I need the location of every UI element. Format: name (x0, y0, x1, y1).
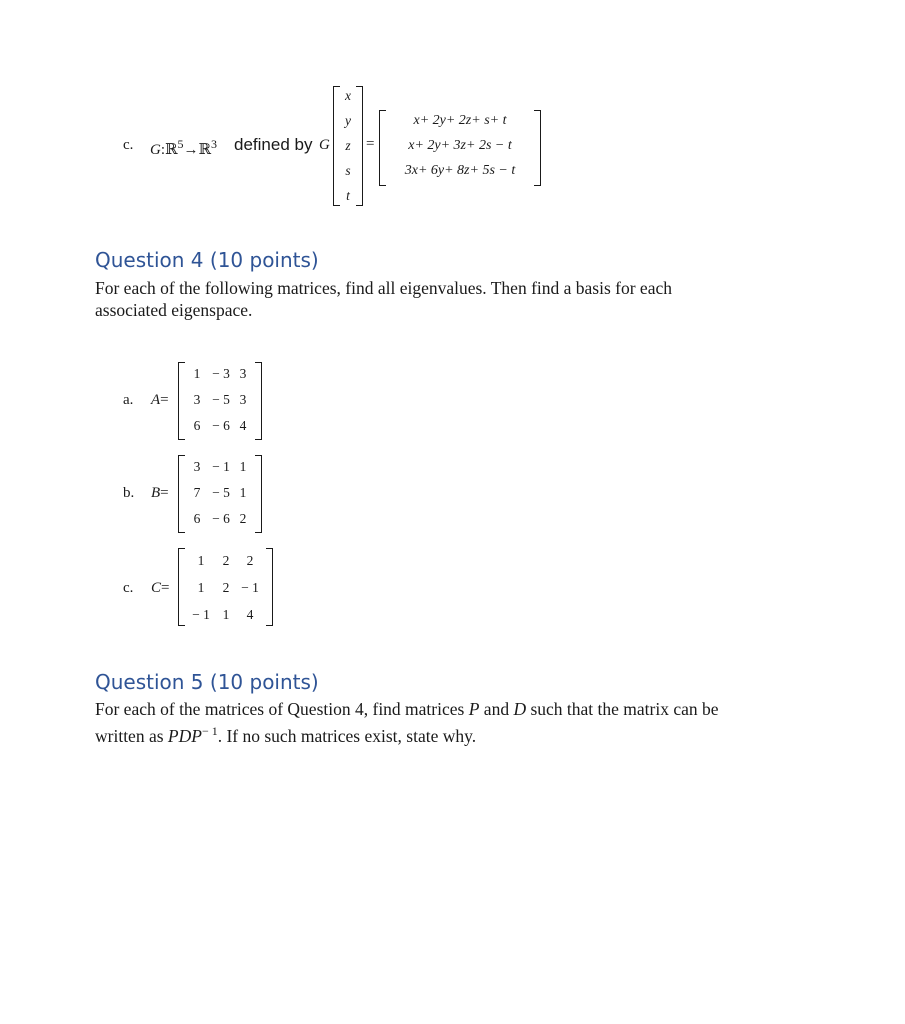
map-equals: = (366, 136, 375, 152)
matrix-a-cell: 3 (239, 392, 247, 407)
matrix-b-right-bracket (255, 455, 262, 533)
matrix-b-cell: 7 (193, 485, 201, 500)
input-z: z (345, 138, 351, 153)
output-row-1: x+ 2y+ 2z+ s+ t (413, 113, 507, 128)
q4-line-2: associated eigenspace. (95, 300, 253, 320)
matrix-c-cell: 1 (197, 553, 205, 568)
matrix-b-cell: 2 (239, 511, 247, 526)
matrix-b-cell: − 6 (212, 511, 230, 526)
matrix-a-right-bracket (255, 362, 262, 440)
defined-by-text: defined by (234, 135, 313, 154)
matrix-c-cell: 1 (222, 607, 230, 622)
matrix-c-left-bracket (178, 548, 185, 626)
matrix-a-cell: − 6 (212, 418, 230, 433)
matrix-a-cell: − 3 (212, 366, 230, 381)
matrix-a-cell: 1 (193, 366, 201, 381)
matrix-a-eq: A= (151, 392, 169, 408)
output-row-2: x+ 2y+ 3z+ 2s − t (408, 138, 512, 153)
matrix-b-label: b. (123, 485, 135, 501)
matrix-a-left-bracket (178, 362, 185, 440)
matrix-a-label: a. (123, 392, 134, 408)
map-name: G (319, 137, 330, 153)
matrix-c-label: c. (123, 580, 134, 596)
q5-line-1: For each of the matrices of Question 4, find matrices P and D such that the matrix can be (95, 699, 719, 719)
output-right-bracket (534, 110, 541, 186)
matrix-b-cell: 3 (193, 459, 201, 474)
matrix-c-cell: 2 (222, 580, 230, 595)
q4-heading: Question 4 (10 points) (95, 248, 319, 272)
matrix-a-cell: 3 (193, 392, 201, 407)
input-t: t (346, 188, 350, 203)
matrix-a-cell: − 5 (212, 392, 230, 407)
input-y: y (345, 113, 351, 128)
matrix-b-cell: 1 (239, 459, 247, 474)
matrix-b-cell: − 1 (212, 459, 230, 474)
matrix-b-cell: − 5 (212, 485, 230, 500)
matrix-c-cell: − 1 (192, 607, 210, 622)
map-signature: G:ℝ$^5$→ℝ$^3$ (150, 137, 217, 158)
input-x: x (345, 88, 351, 103)
input-s: s (345, 163, 351, 178)
matrix-c-cell: − 1 (241, 580, 259, 595)
matrix-b-cell: 1 (239, 485, 247, 500)
matrix-c-cell: 2 (246, 553, 254, 568)
matrix-a-cell: 4 (239, 418, 247, 433)
matrix-a-cell: 3 (239, 366, 247, 381)
q5-line-2: written as $PDP^{- 1}$. If no such matrices exist, state why. (95, 724, 477, 746)
matrix-c-eq: C= (151, 580, 170, 596)
q4-line-1: For each of the following matrices, find all eigenvalues. Then find a basis for each (95, 278, 672, 298)
matrix-b-left-bracket (178, 455, 185, 533)
matrix-b-cell: 6 (193, 511, 201, 526)
matrix-b-eq: B= (151, 485, 169, 501)
matrix-c-right-bracket (266, 548, 273, 626)
matrix-c-cell: 4 (246, 607, 254, 622)
q5-heading: Question 5 (10 points) (95, 670, 319, 694)
part-c-label: c. (123, 137, 134, 153)
matrix-c-cell: 2 (222, 553, 230, 568)
output-row-3: 3x+ 6y+ 8z+ 5s − t (404, 163, 516, 178)
matrix-a-cell: 6 (193, 418, 201, 433)
matrix-c-cell: 1 (197, 580, 205, 595)
